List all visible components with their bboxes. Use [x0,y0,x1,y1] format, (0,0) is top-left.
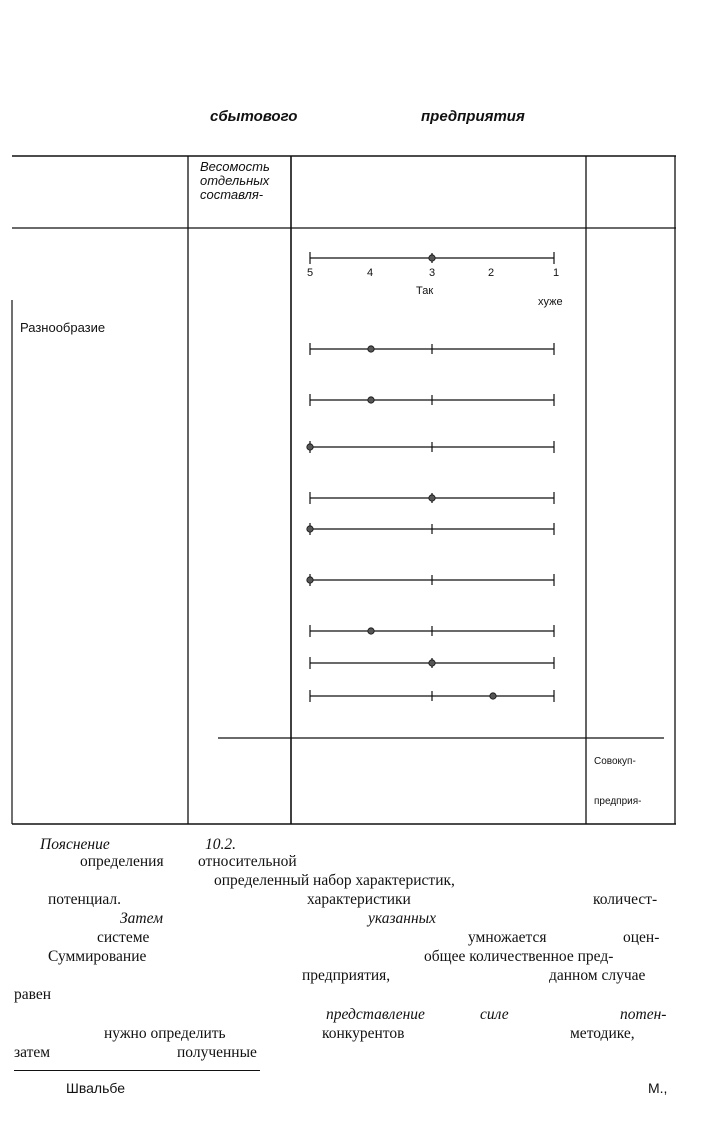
text-line-5b: умножается [468,929,547,946]
text-line-9c: потен- [620,1006,667,1023]
text-line-7a: предприятия, [302,967,391,984]
text-line-5a: системе [97,929,150,946]
footnote-rule [14,1070,260,1071]
text-line-10a: нужно определить [104,1025,226,1042]
text-line-5c: оцен- [623,929,660,946]
text-line-1b: относительной [198,853,297,870]
text-line-9b: силе [480,1006,509,1023]
caption-number: 10.2. [205,836,236,853]
text-line-3a: потенциал. [48,891,122,908]
rating-marker-5 [307,526,313,532]
footnote-initial: М., [648,1080,668,1096]
text-line-9a: представление [326,1006,425,1023]
rating-marker-1 [368,346,374,352]
scale-right-label: хуже [538,296,563,308]
rating-marker-0 [429,255,435,261]
total-cell-line-2: предприя- [594,796,642,807]
rating-marker-7 [368,628,374,634]
scale-mid-label: Так [416,285,434,297]
header-right-word: предприятия [421,108,525,125]
rating-marker-8 [429,660,435,666]
caption-label: Пояснение [40,836,110,853]
rating-marker-9 [490,693,496,699]
text-line-10b: конкурентов [322,1025,405,1042]
text-line-4a: Затем [120,910,164,927]
footnote-name: Швальбе [66,1080,126,1096]
text-line-11a: затем [14,1044,51,1061]
scale-tick-3: 3 [429,267,436,279]
text-line-1a: определения [80,853,164,870]
text-line-3c: количест- [593,891,658,908]
rating-marker-2 [368,397,374,403]
text-line-10c: методике, [570,1025,635,1042]
total-cell-line-1: Совокуп- [594,756,636,767]
weight-header-line-2: отдельных [200,173,270,188]
text-line-11b: полученные [177,1044,257,1061]
text-line-2: определенный набор характеристик, [214,872,455,889]
row-label: Разнообразие [20,320,106,335]
scale-tick-4: 4 [367,267,374,279]
scale-tick-2: 2 [488,267,495,279]
text-line-8: равен [14,986,52,1003]
header-left-word: сбытового [210,108,298,125]
text-line-4b: указанных [368,910,437,927]
scale-tick-5: 5 [307,267,314,279]
text-line-3b: характеристики [307,891,411,908]
text-line-6a: Суммирование [48,948,147,965]
rating-marker-3 [307,444,313,450]
scale-tick-1: 1 [553,267,560,279]
weight-header-line-3: составля- [200,187,264,202]
text-line-7b: данном случае [549,967,646,984]
text-line-6b: общее количественное пред- [424,948,614,965]
rating-marker-4 [429,495,435,501]
rating-marker-6 [307,577,313,583]
weight-header-line-1: Весомость [200,159,270,174]
